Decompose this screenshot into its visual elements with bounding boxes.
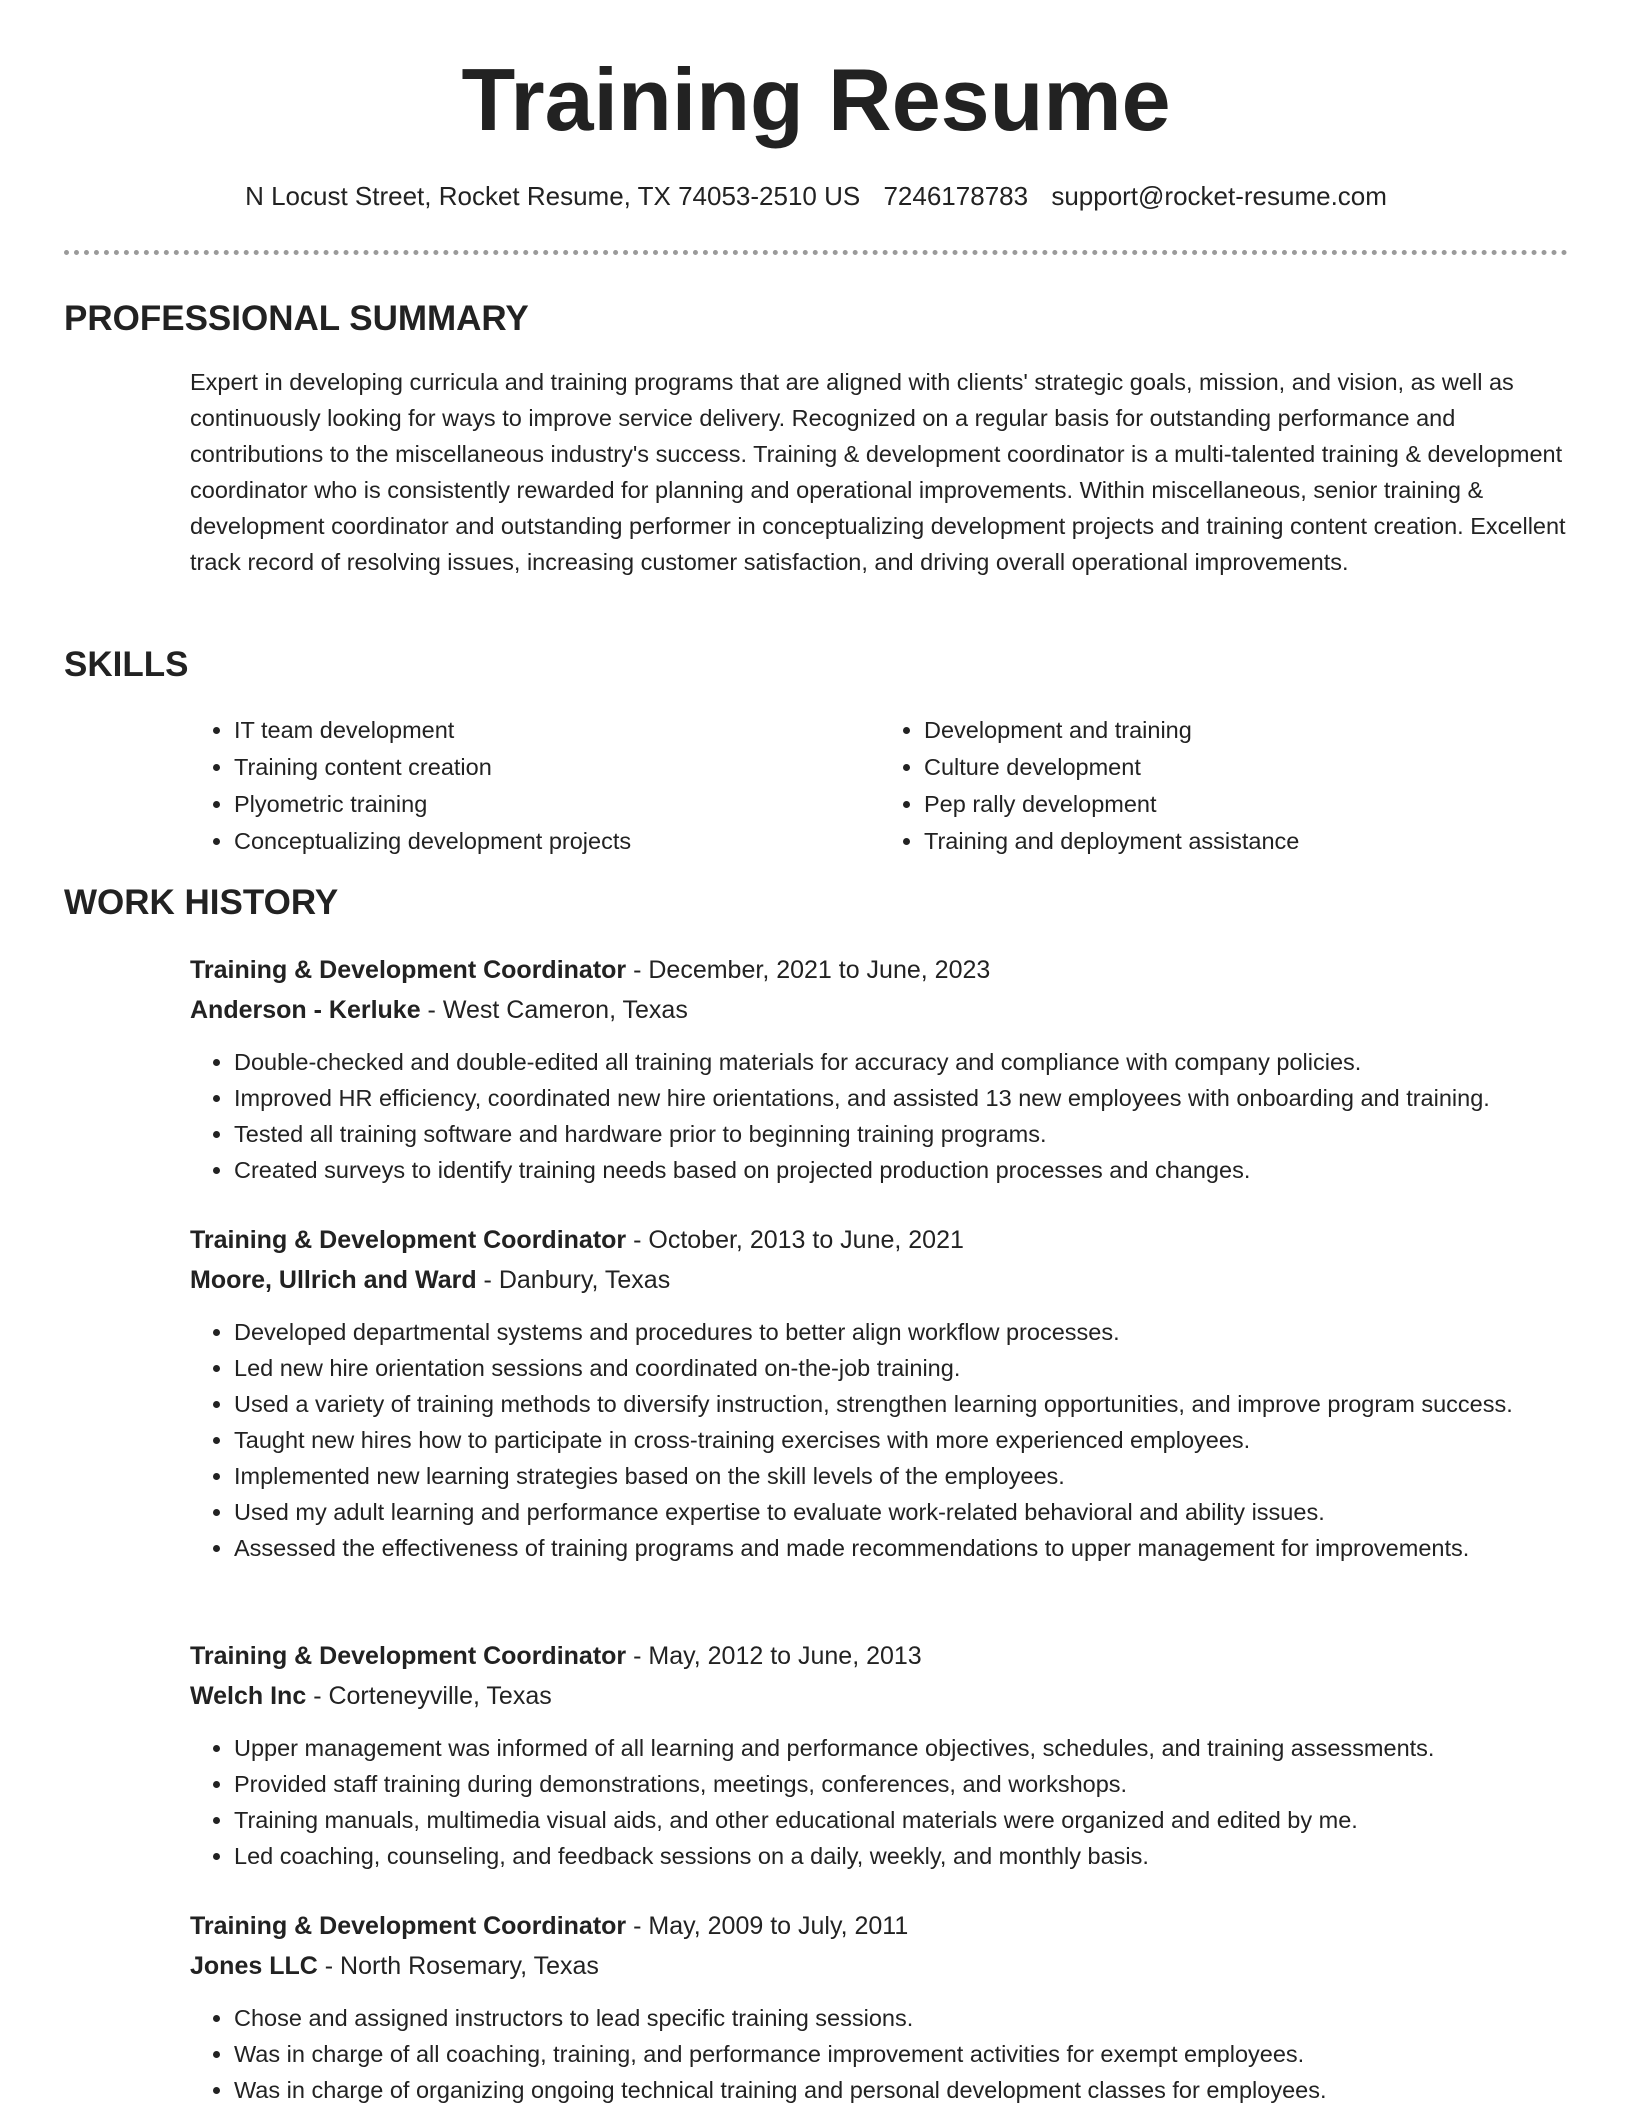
job-bullets	[190, 2000, 1570, 2108]
job-role-line	[190, 950, 1570, 990]
job-bullet: • Was in charge of all coaching, training, and performance improvement activities for exempt employees.	[234, 2036, 1570, 2072]
contact-phone: 7246178783	[883, 181, 1029, 211]
job-dates: - October, 2013 to June, 2021	[626, 1226, 964, 1254]
job-company: Moore, Ullrich and Ward	[190, 1266, 477, 1294]
job-role-line	[190, 1636, 1570, 1676]
resume-title: Training Resume	[461, 50, 1171, 149]
job-bullet: • Tested all training software and hardware prior to beginning training programs.	[234, 1116, 1570, 1152]
section-title-skills: SKILLS	[64, 645, 189, 684]
job-company: Jones LLC	[190, 1952, 318, 1980]
job-location: - North Rosemary, Texas	[317, 1952, 599, 1980]
job-entry	[190, 950, 1570, 1188]
job-location: - Corteneyville, Texas	[306, 1682, 552, 1710]
contact-email: support@rocket-resume.com	[1051, 181, 1387, 211]
skill-item: • Training and deployment assistance	[924, 823, 1570, 860]
skills-list-left	[190, 712, 880, 860]
job-bullet: • Created surveys to identify training needs based on projected production processes and changes.	[234, 1152, 1570, 1188]
job-role-line	[190, 1220, 1570, 1260]
section-title-summary: PROFESSIONAL SUMMARY	[64, 299, 529, 338]
skill-item: • Conceptualizing development projects	[234, 823, 880, 860]
skills-block	[190, 712, 1570, 860]
skill-item: • Culture development	[924, 749, 1570, 786]
job-entry	[190, 1636, 1570, 1874]
job-bullet: • Taught new hires how to participate in cross-training exercises with more experienced employees.	[234, 1422, 1570, 1458]
job-dates: - May, 2009 to July, 2011	[626, 1912, 909, 1940]
header-divider	[64, 250, 1568, 255]
summary-block	[190, 364, 1570, 580]
job-role: Training & Development Coordinator	[190, 956, 627, 984]
job-company-line	[190, 1260, 1570, 1300]
job-bullets	[190, 1044, 1570, 1188]
job-bullet: • Assessed the effectiveness of training programs and made recommendations to upper management for improvements.	[234, 1530, 1570, 1566]
job-dates: - December, 2021 to June, 2023	[626, 956, 991, 984]
job-dates: - May, 2012 to June, 2013	[626, 1642, 922, 1670]
contact-line	[0, 180, 1632, 214]
job-company-line	[190, 1946, 1570, 1986]
skills-grid	[190, 712, 1570, 860]
section-title-work-history: WORK HISTORY	[64, 883, 339, 922]
job-location: - West Cameron, Texas	[420, 996, 688, 1024]
job-role: Training & Development Coordinator	[190, 1226, 627, 1254]
job-bullet: • Developed departmental systems and procedures to better align workflow processes.	[234, 1314, 1570, 1350]
job-bullet: • Improved HR efficiency, coordinated new hire orientations, and assisted 13 new employees with onboarding and training.	[234, 1080, 1570, 1116]
job-bullet: • Training manuals, multimedia visual aids, and other educational materials were organized and edited by me.	[234, 1802, 1570, 1838]
job-company: Welch Inc	[190, 1682, 307, 1710]
skill-item: • Training content creation	[234, 749, 880, 786]
summary-text: Expert in developing curricula and training programs that are aligned with clients' strategic goals, mission, and vision, as well as continuously looking for ways to improve service delivery. Recognized on a regular basis for outstanding performance and contributions to the miscellaneous industry's success. Training & development coordinator is a multi-talented training & development coordinator who is consistently rewarded for planning and operational improvements. Within miscellaneous, senior training & development coordinator and outstanding performer in conceptualizing development projects and training content creation. Excellent track record of resolving issues, increasing customer satisfaction, and driving overall operational improvements.	[190, 369, 1566, 575]
skill-item: • IT team development	[234, 712, 880, 749]
job-bullet: • Led coaching, counseling, and feedback sessions on a daily, weekly, and monthly basis.	[234, 1838, 1570, 1874]
job-bullet: • Used my adult learning and performance expertise to evaluate work-related behavioral and ability issues.	[234, 1494, 1570, 1530]
job-role: Training & Development Coordinator	[190, 1912, 627, 1940]
job-bullet: • Chose and assigned instructors to lead specific training sessions.	[234, 2000, 1570, 2036]
job-company: Anderson - Kerluke	[190, 996, 421, 1024]
job-bullet: • Double-checked and double-edited all training materials for accuracy and compliance with company policies.	[234, 1044, 1570, 1080]
job-bullet: • Was in charge of organizing ongoing technical training and personal development classes for employees.	[234, 2072, 1570, 2108]
job-company-line	[190, 990, 1570, 1030]
job-bullet: • Provided staff training during demonstrations, meetings, conferences, and workshops.	[234, 1766, 1570, 1802]
job-bullets	[190, 1730, 1570, 1874]
skill-item: • Plyometric training	[234, 786, 880, 823]
skill-item: • Pep rally development	[924, 786, 1570, 823]
contact-address: N Locust Street, Rocket Resume, TX 74053-2510 US	[245, 181, 861, 211]
job-bullet: • Implemented new learning strategies based on the skill levels of the employees.	[234, 1458, 1570, 1494]
job-company-line	[190, 1676, 1570, 1716]
job-bullet: • Led new hire orientation sessions and coordinated on-the-job training.	[234, 1350, 1570, 1386]
job-entry	[190, 1906, 1570, 2108]
skills-list-right	[880, 712, 1570, 860]
job-bullet: • Used a variety of training methods to diversify instruction, strengthen learning opportunities, and improve program success.	[234, 1386, 1570, 1422]
skill-item: • Development and training	[924, 712, 1570, 749]
job-role-line	[190, 1906, 1570, 1946]
job-bullets	[190, 1314, 1570, 1566]
job-bullet: • Upper management was informed of all learning and performance objectives, schedules, and training assessments.	[234, 1730, 1570, 1766]
job-role: Training & Development Coordinator	[190, 1642, 627, 1670]
job-location: - Danbury, Texas	[476, 1266, 671, 1294]
job-entry	[190, 1220, 1570, 1566]
